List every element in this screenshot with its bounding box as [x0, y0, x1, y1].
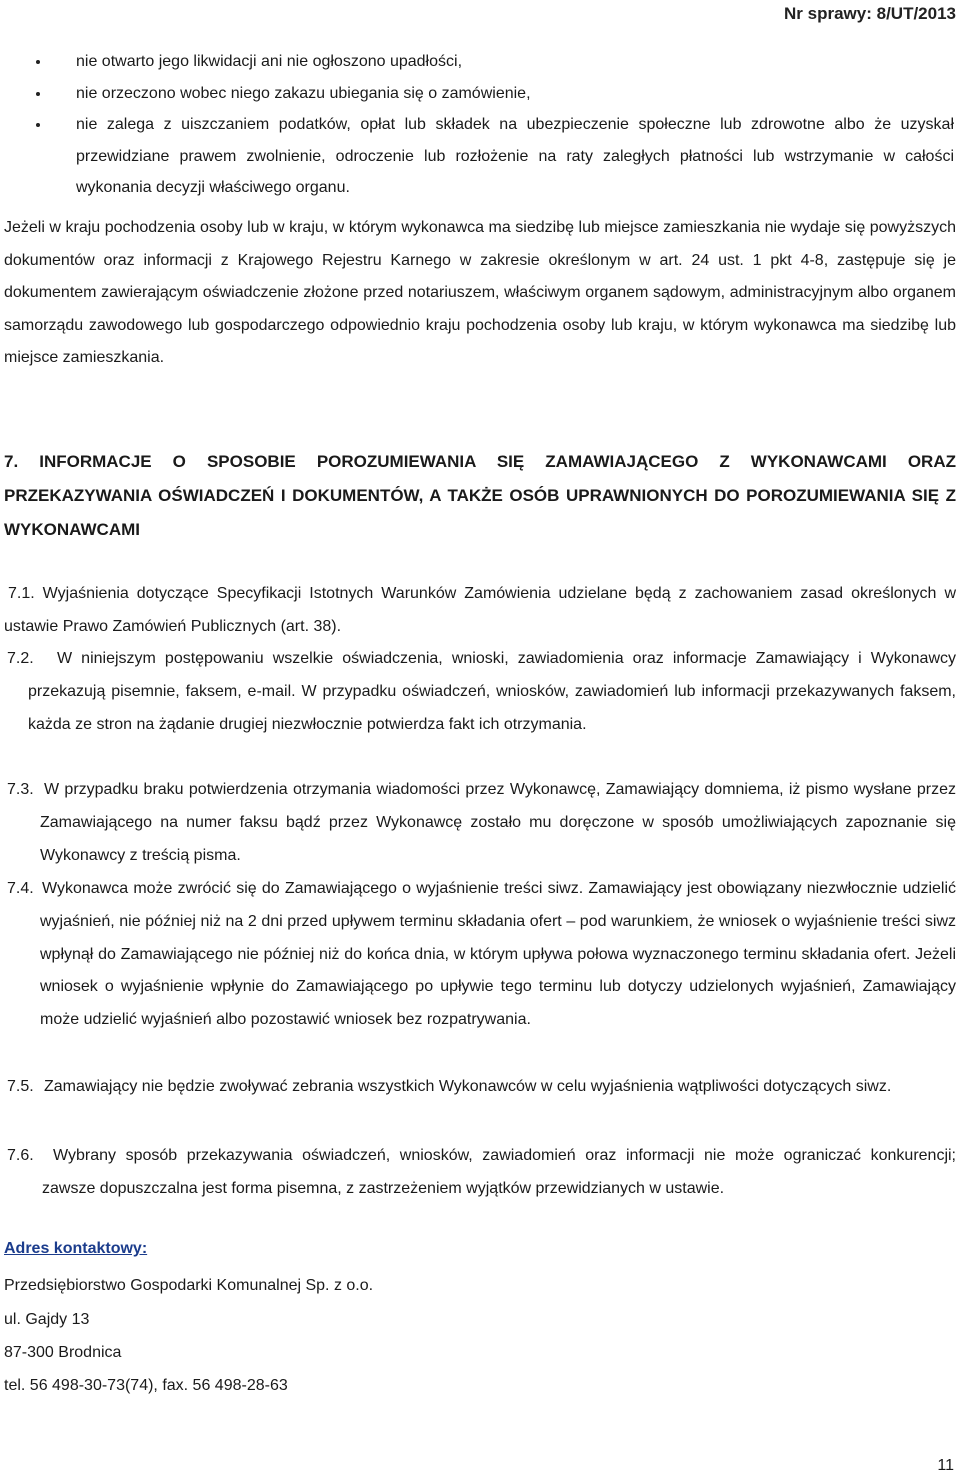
address-line: tel. 56 498-30-73(74), fax. 56 498-28-63 [4, 1377, 288, 1394]
address-title: Adres kontaktowy: [4, 1240, 148, 1257]
page-number: 11 [937, 1457, 954, 1474]
address-line: 87-300 Brodnica [4, 1344, 122, 1361]
item-text: Zamawiający nie będzie zwoływać zebrania wszystkich Wykonawców w celu wyjaśnienia wątpliwości dotyczących siwz. [44, 1078, 892, 1095]
bullet-list [0, 46, 958, 204]
item-7-3 [4, 774, 956, 872]
item-7-2 [4, 643, 956, 741]
bullet-item: nie zalega z uiszczaniem podatków, opłat lub składek na ubezpieczenie społeczne lub zdrowotne albo że uzyskał przewidziane prawem zwolnienie, odroczenie lub rozłożenie na raty zaległych płatności lub wstrzymanie w całości wykonania decyzji właściwego organu. [0, 109, 958, 204]
item-number: 7.5. [7, 1078, 34, 1095]
item-7-5 [4, 1071, 956, 1104]
item-7-1: 7.1. Wyjaśnienia dotyczące Specyfikacji Istotnych Warunków Zamówienia udzielane będą z zachowaniem zasad określonych w ustawie Prawo Zamówień Publicznych (art. 38). [4, 585, 956, 635]
item-text: W niniejszym postępowaniu wszelkie oświadczenia, wnioski, zawiadomienia oraz informacje Zamawiający i Wykonawcy przekazują pisemnie, faksem, e-mail. W przypadku oświadczeń, wniosków, zawiadomień lub informacji przekazywanych faksem, każda ze stron na żądanie drugiej niezwłocznie potwierdza fakt ich otrzymania. [28, 650, 956, 733]
item-number: 7.6. [7, 1147, 34, 1164]
address-line: ul. Gajdy 13 [4, 1311, 90, 1328]
case-number: Nr sprawy: 8/UT/2013 [784, 4, 956, 23]
item-number: 7.3. [7, 781, 34, 798]
item-number: 7.2. [7, 650, 34, 667]
address-line: Przedsiębiorstwo Gospodarki Komunalnej Sp. z o.o. [4, 1277, 374, 1294]
body-paragraph: Jeżeli w kraju pochodzenia osoby lub w kraju, w którym wykonawca ma siedzibę lub miejsce zamieszkania nie wydaje się powyższych dokumentów oraz informacji z Krajowego Rejestru Karnego w zakresie określonym w art. 24 ust. 1 pkt 4-8, zastępuje się je dokumentem zawierającym oświadczenie złożone przed notariuszem, właściwym organem sądowym, administracyjnym albo organem samorządu zawodowego lub gospodarczego odpowiednio kraju pochodzenia osoby lub kraju, w którym wykonawca ma siedzibę lub miejsce zamieszkania. [4, 219, 956, 367]
item-7-6 [4, 1140, 956, 1206]
section-heading: 7. INFORMACJE O SPOSOBIE POROZUMIEWANIA SIĘ ZAMAWIAJĄCEGO Z WYKONAWCAMI ORAZ PRZEKAZYWANIA OŚWIADCZEŃ I DOKUMENTÓW, A TAKŻE OSÓB UPRAWNIONYCH DO POROZUMIEWANIA SIĘ Z WYKONAWCAMI [4, 452, 956, 539]
item-number: 7.4. [7, 880, 34, 897]
item-text: W przypadku braku potwierdzenia otrzymania wiadomości przez Wykonawcę, Zamawiający domniema, iż pismo wysłane przez Zamawiającego na numer faksu bądź przez Wykonawcę zostało mu doręczone w sposób umożliwiających zapoznanie się Wykonawcy z treścią pisma. [40, 781, 956, 864]
bullet-item: nie orzeczono wobec niego zakazu ubiegania się o zamówienie, [0, 78, 958, 110]
item-text: Wykonawca może zwrócić się do Zamawiającego o wyjaśnienie treści siwz. Zamawiający jest obowiązany niezwłocznie udzielić wyjaśnień, nie później niż na 2 dni przed upływem terminu składania ofert – pod warunkiem, że wniosek o wyjaśnienie treści siwz wpłynął do Zamawiającego nie później niż do końca dnia, w którym upływa połowa wyznaczonego terminu składania ofert. Jeżeli wniosek o wyjaśnienie wpłynie do Zamawiającego po upływie tego terminu lub dotyczy udzielonych wyjaśnień, Zamawiający może udzielić wyjaśnień albo pozostawić wniosek bez rozpatrywania. [40, 880, 956, 1029]
bullet-item: nie otwarto jego likwidacji ani nie ogłoszono upadłości, [0, 46, 958, 78]
item-7-4 [4, 873, 956, 1037]
item-text: Wybrany sposób przekazywania oświadczeń, wniosków, zawiadomień oraz informacji nie może ograniczać konkurencji; zawsze dopuszczalna jest forma pisemna, z zastrzeżeniem wyjątków przewidzianych w ustawie. [42, 1147, 956, 1197]
